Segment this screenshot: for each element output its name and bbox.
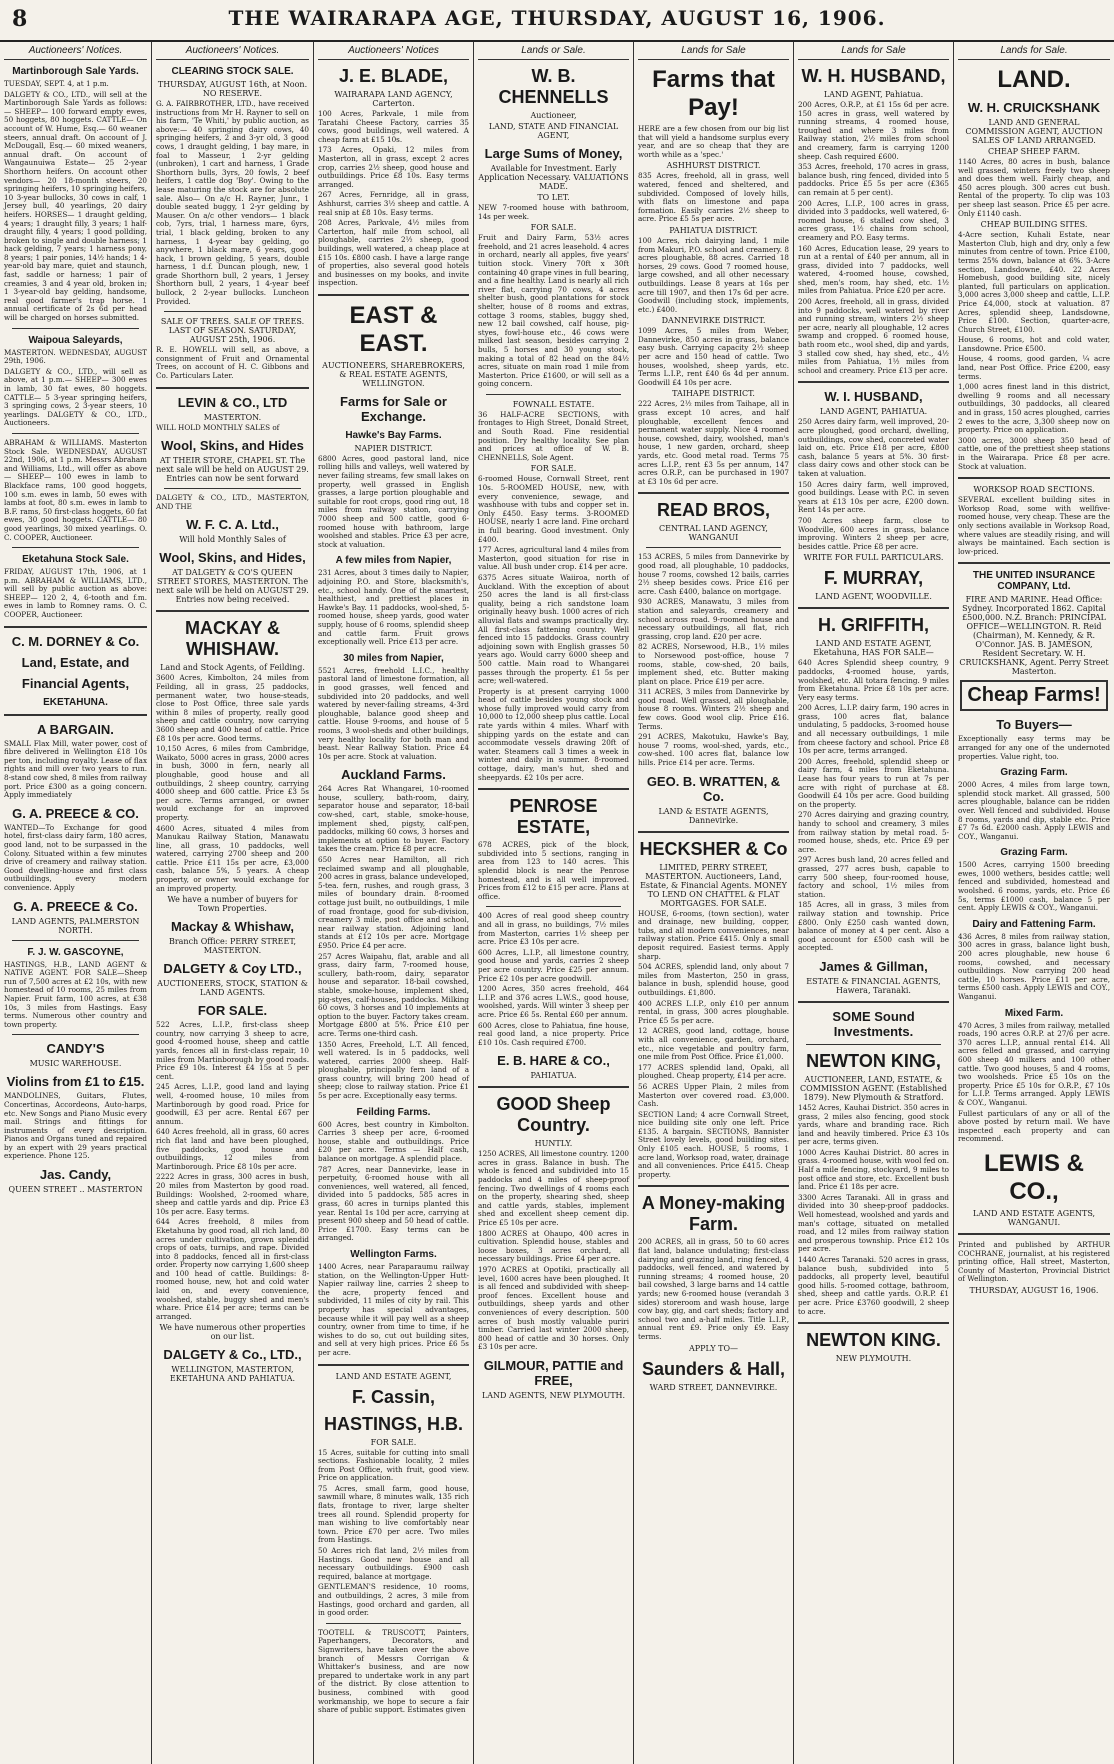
ad-heading: LAND. (997, 66, 1071, 93)
ad-heading: Violins from £1 to £15. (6, 1074, 145, 1090)
ad-heading: A BARGAIN. (37, 721, 114, 737)
masthead (0, 0, 1114, 42)
ad-heading: H. GRIFFITH, (818, 615, 929, 636)
ad-subheading: AUCTIONEERS, SHAREBROKERS, & REAL ESTATE AGENTS, WELLINGTON. (322, 360, 465, 388)
ad-body-text: TOOTELL & TRUSCOTT, Painters, Paperhangers, Decorators, and Signwriters, have taken over the above branch of Messrs Corrigan & Whittaker's business, and are now prepared to undertake work in any part of the district. By close attention to business, combined with good workmanship, we hope to secure a fair share of public support. Estimates given (318, 1627, 469, 1715)
ad-subheading: Auctioneer, (530, 111, 577, 120)
ad-heading: Saunders & Hall, (641, 1358, 786, 1379)
ad-subheading: WAIRARAPA LAND AGENCY, Carterton. (334, 90, 453, 108)
ad-heading: E. B. HARE & CO., (497, 1053, 610, 1069)
ad-heading: A few miles from Napier, (335, 555, 452, 567)
ad-body-text: 1500 Acres, carrying 1500 breeding ewes, 1000 wethers, besides cattle; well fenced and subdivided, homestead and woolshed. 6 rooms, yards, etc. Price £6 5s, terms £1000 cash, balance 5 per cent. Apply LEWIS & COY., Wanganui. (958, 860, 1110, 913)
ad-body-text: 245 Acres, L.I.P., good land and laying well, 4-roomed house, 10 miles from Martinborough by good road. Price for goodwill, £3 per acre. Rental £67 per annum. (156, 1082, 309, 1126)
section-divider (4, 714, 147, 716)
ad-heading: W. H. CRUICKSHANK (967, 100, 1101, 115)
column-header: Lands or Sale. (478, 42, 629, 60)
column-1 (0, 42, 152, 1764)
ad-body-text: 150 Acres dairy farm, well improved, good buildings. Lease with P.C. in seven years at £13 10s per acre, £200 down. Rent 14s per acre. (798, 479, 949, 515)
ad-body-text: GENTLEMAN'S residence, 10 rooms, and outbuildings, 2 acres, 3 mile from Hastings, good orchard and garden, all in good order. (318, 1582, 469, 1618)
ad-body-text: 400 Acres of real good sheep country and all in grass, no buildings, 7½ miles from Masterton, carries 1½ sheep per acre. Price £3 10s per acre. (478, 911, 629, 947)
ad-body-text: 208 Acres, Parkvale, 4½ miles from Carterton, half mile from school, all ploughable, carries 2½ sheep, good buildings, well watered, a cheap place at £15 10s. £800 cash. I have a large range of properties, also several good hotels and businesses on my books, and invite inspection. (318, 218, 469, 288)
divider (12, 940, 139, 941)
ad-body-text: 1140 Acres, 80 acres in bush, balance well grassed, winters freely two sheep and does them well. Fairly cheap, and 450 acres plough. 300 acres cut bush. Rental of the property. To clip was 103 per sheep last season. Price £5 per acre. Only £1140 cash. (958, 157, 1110, 218)
ad-heading: F. J. W. GASCOYNE, (27, 946, 124, 958)
ad-body-text: 600 Acres, best country in Kimbolton. Carries 3 sheep per acre, 6-roomed house, stable and outbuildings. Price £20 per acre. Terms — Half cash, balance on mortgage. A splendid place. (318, 1119, 469, 1164)
ad-subheading: AUCTIONEER, LAND, ESTATE, & COMMISSION AGENT. (Established 1879). New Plymouth & Stratford. (800, 1074, 947, 1102)
ad-body-text: 600 Acres, L.I.P., all limestone country, good house and yards, carries 2 sheep per acre country. Price £25 per annum. Price £2 10s per acre goodwill. (478, 947, 629, 983)
ad-heading: J. E. BLADE, (338, 66, 449, 86)
section-divider (638, 492, 789, 494)
section-divider (798, 381, 949, 383)
ad-body-text: MANDOLINES, Guitars, Flutes, Concertinas, Accordeons, Auto-harps, etc. New Songs and Piano Music every mail. Strings and fittings for instruments of every description. Pianos and Organs tuned and repaired by an expert with 29 years practical experience. Phone 125. (4, 1091, 147, 1161)
ad-body-text: 50 Acres rich flat land, 2½ miles from Hastings. Good new house and all necessary outbuildings. £900 cash required, balance at mortgage. (318, 1546, 469, 1581)
divider (12, 433, 139, 434)
ad-heading: Martinborough Sale Yards. (12, 66, 139, 77)
column-2 (152, 42, 314, 1764)
ad-heading: PENROSE ESTATE, (509, 796, 598, 838)
ad-heading: James & Gillman, (819, 958, 928, 974)
ad-heading: W. I. HUSBAND, (824, 389, 923, 405)
ad-body-text: 250 Acres dairy farm, well improved, 20-acre ploughed, good orchard, dwelling, outbuildings, cow shed, concreted water laid on, etc. Price £18 per acre, £800 cash, balance 5 years at 5%. 30 first-class dairy cows and other stock can be taken at valuation. (798, 417, 949, 478)
ad-subheading: THURSDAY, AUGUST 16th, at Noon. NO RESERVE. (157, 80, 308, 98)
ad-body-text: 1400 Acres, near Paraparaumu railway station, on the Wellington-Upper Hutt-Napier railway line, carries 2 sheep to the acre, property fenced and subdivided, 11 miles of city by rail. This property has special advantages, because while it will pay well as a sheep country, owner from time to time, if he wishes to do so, cut out building sites, and sell at very high prices. Price £6 5s per acre. (318, 1261, 469, 1357)
ad-body-text: 100 Acres, rich dairying land, 1 mile from Makuri, P.O. school and creamery. 8 acres ploughable, 88 acres. Carried 18 horses, 29 cows. Good 7 roomed house, large cowshed, and all other necessary outbuildings. Lease 8 years at 16s per acre till 1907, and then 17s 6d per acre. Goodwill (including stock, implements, etc.) £400. (638, 235, 789, 314)
ad-body-text: 1250 ACRES, All limestone country. 1200 acres in grass. Balance in bush. The whole is fenced and subdivided into 15 paddocks and 4 miles of sheep-proof fencing. Two dwellings of 4 rooms each on the property, shearing shed, sheep and cattle yards, stables, implement shed and excellent sheep cement dip. Price £5 10s per acre. (478, 1149, 629, 1228)
ad-heading: EAST & EAST. (349, 301, 438, 357)
ad-subheading: HUNTLY. (534, 1139, 573, 1149)
ad-body-text: 1,000 acres finest land in this district, dwelling 9 rooms and all necessary outbuildings, 30 paddocks, all cleared and in grass, 150 acres ploughed, carries 2 ewes to the acre, 3,300 sheep now on property. Price on application. (958, 382, 1110, 435)
ad-subheading: WELLINGTON, MASTERTON, EKETAHUNA AND PAHIATUA. (169, 1365, 296, 1384)
ad-subheading: NAPIER DISTRICT. (354, 443, 433, 453)
ad-heading: FOR SALE. (197, 1003, 268, 1019)
divider (326, 1623, 461, 1624)
ad-heading: Hawke's Bay Farms. (345, 429, 442, 441)
column-5 (634, 42, 794, 1764)
divider (164, 311, 301, 312)
ad-subheading: QUEEN STREET .. MASTERTON (8, 1185, 143, 1195)
ad-body-text: FRIDAY, AUGUST 17th, 1906, at 1 p.m. ABRAHAM & WILLIAMS, LTD., will sell by public auction as above: SHEEP— 120 2, 4, 6-tooth and f.m. ewes in lamb to Romney rams. O. C. COOPER, Auctioneer. (4, 567, 147, 620)
ad-body-text: 153 ACRES, 5 miles from Dannevirke by good road, all ploughable, 10 paddocks, house 7 rooms, cowshed 12 bails, carries 2½ sheep besides cows. Price £16 per acre. Cash £400, balance on mortgage. (638, 552, 789, 596)
ad-body-text: 291 ACRES, Makotuku, Hawke's Bay, house 7 rooms, wool-shed, yards, etc., cow-shed. 100 acres flat, balance low hills. Price £14 per acre. Terms. (638, 732, 789, 768)
ad-body-text: 1000 Acres Kauhai District. 80 acres in grass. 4-roomed house, with wool fed on. Half a mile fencing, stockyard, 9 miles to post office and store, etc. Excellent bush land. Price £1 18s per acre. (798, 1147, 949, 1192)
cheap-farms-banner: Cheap Farms! (960, 680, 1108, 711)
ad-subheading: LAND AND GENERAL COMMISSION AGENT, AUCTION SALES OF LAND ARRANGED. (965, 118, 1103, 145)
ad-body-text: SMALL Flax Mill, water power, cost of fibre delivered in Wellington £18 10s per ton, including royalty. Lease of flax rights and mill over two years to run. 8-stand cow shed, 8 miles from railway port. Price £300 as a going concern. Apply immediately (4, 738, 147, 800)
ad-heading: EKETAHUNA. (43, 696, 108, 708)
ad-body-text: 100 Acres, Parkvale, 1 mile from Taratahi Cheese Factory, carries 35 cows, good buildings, well watered. A cheap farm at £15 10s. (318, 109, 469, 144)
section-divider (958, 1233, 1110, 1235)
ad-body-text: 4600 Acres, situated 4 miles from Manukau Railway Station, Manawatu line, all grass, 10 paddocks, well watered, carrying 2700 sheep and 200 cattle. Price £11 15s per acre, £3,000 cash, balance 5%, 5 years. A cheap property, or owner would exchange for an improved property. (156, 823, 309, 893)
ad-heading: Eketahuna Stock Sale. (22, 554, 129, 566)
ad-body-text: 1440 Acres Taranaki. 520 acres in grass, balance bush, subdivided into 5 paddocks, all property level, beautiful good hills. 5-roomed cottage, bathroom, shed, sheep and cattle yards. O.R.P. £1 per acre. Price £3760 goodwill, 2 sheep to acre. (798, 1255, 949, 1316)
ad-body-text: 644 Acres freehold, 8 miles from Eketahuna by good road, all rich land, 80 acres under cultivation, grown splendid crops of oats, turnips, and rape. Divided into 8 paddocks, fenced all in first-class order. Property now carrying 1,600 sheep and 100 head of cattle. Buildings: 8-roomed house, new, hot and cold water laid on, and every convenience, woolshed, stable, buggy shed and men's whare. Price £14 per acre; terms can be arranged. (156, 1217, 309, 1321)
ad-heading: G. A. PREECE & CO. (12, 805, 139, 821)
ad-body-text: 36 HALF-ACRE SECTIONS, with frontages to High Street, Donald Street, and South Road. Fine residential position. Dry healthy locality. See plan and prices at office of W. B. CHENNELLS, Sole Agent. (478, 409, 629, 462)
divider (486, 906, 621, 907)
ad-body-text: 5521 Acres, freehold L.I.C., healthy pastoral land of limestone formation, all in good grasses, well fenced and subdivided into 20 paddocks, and well watered by never-failing streams, 4-3rd ploughable, balance good sheep and cattle. House 9-rooms, and house of 5 rooms, 3 wool-sheds and other buildings, very healthy locality for both man and beast. Near Rallway Station. Price £4 10s per acre. Stock at valuation. (318, 665, 469, 761)
divider (12, 1034, 139, 1035)
ad-heading: Waipoua Saleyards, (28, 334, 123, 346)
ad-subheading: FOR SALE. (370, 1437, 417, 1447)
ad-subheading: AUCTIONEERS, STOCK, STATION & LAND AGENTS. (157, 979, 308, 998)
ad-subheading: LAND AND ESTATE AGENT, (335, 1371, 452, 1381)
ad-heading: G. A. PREECE & Co. (13, 898, 138, 914)
ad-body-text: 1350 Acres, Freehold, L.T. All fenced, well watered. Is in 5 paddocks, well watered, carries 2000 sheep. Half-ploughable, principally fern land of a grass country, will bring 200 head of sheep; close to railway station. Price £1 5s per acre. Exceptionally easy terms. (318, 1039, 469, 1101)
ad-body-text: 3600 Acres, Kimbolton, 24 miles from Feilding, all in grass, 25 paddocks, permanent water, two house-steads, close to Post Office, three sale yards within 8 miles of property, really good sheep and cattle country, now carrying 3600 sheep and 400 head of cattle. Price £8 10s per acre. Good terms. (156, 673, 309, 743)
ad-subheading: CHEAP BUILDING SITES. (980, 220, 1088, 230)
ad-body-text: House, 4 rooms, good garden, ¼ acre land, near Post Office. Price £200, easy terms. (958, 354, 1110, 381)
ad-body-text: 640 Acres Splendid sheep country, 9 paddocks, 4-roomed house, yards, woolshed, etc. All totara fencing. 9 miles from Eketahuna. Price £8 10s per acre. Very easy terms. (798, 658, 949, 702)
ad-subheading: We have a number of buyers for Town Properties. (167, 895, 298, 914)
ad-heading: CANDY'S (46, 1041, 105, 1057)
ad-body-text: WILL HOLD MONTHLY SALES of (156, 422, 280, 432)
ad-body-text: 4-Acre section, Kuhali Estate, near Masterton Club, high and dry, only a few minutes from centre of town. Price £100, terms 25% down, balance at 6%. 3-Acre section, Landsdowne, £40. 22 Acres Homebush, good building site, nicely planted, full particulars on application. 3,000 acres 3,000 sheep and cattle, L.I.P. Price £4,000, stock at valuation. 87 Acres, splendid sheep, Landsdowne, Price £100. Section, quarter-acre, Church Street, £100. (958, 230, 1110, 334)
ad-heading: MACKAY & WHISHAW. (184, 618, 281, 660)
column-header: Auctioneers' Notices. (4, 42, 147, 60)
section-divider (318, 294, 469, 296)
divider (12, 328, 139, 329)
ad-body-text: 678 ACRES, pick of the block, subdivided into 5 sections, ranging in area from 123 to 140 acres. This splendid block is near the Penrose homestead, and is all well improved. Prices from £12 to £15 per acre. Plans at office. (478, 840, 629, 901)
ad-body-text: 177 Acres, agricultural land 4 miles from Masterton, good situation for rise in value. All bush under crop. £14 per acre. (478, 545, 629, 572)
ad-body-text: House, 6 rooms, hot and cold water, Lansdowne. Price £500. (958, 335, 1110, 353)
ad-subheading: LAND AGENTS, PALMERSTON NORTH. (11, 916, 140, 935)
ad-body-text: 160 Acres, Education lease, 29 years to run at a rental of £40 per annum, all in grass, divided into 7 paddocks, well watered, 4-roomed house, cowshed, shed, men's room, hay shed, etc. 1½ miles from Pahiatua. Price £20 per acre. (798, 243, 949, 296)
divider (164, 488, 301, 489)
ad-body-text: 650 Acres near Hamilton, all rich reclaimed swamp and all ploughable, 200 acres in grass, balance undeveloped, 5-tea. fern, rushes, and rough grass, 3 miles of boundary drain. 8-roomed cottage just built, no outbuildings, 1 mile of road frontage, good for sub-division, creamery 3 mile, post office and school, near railway station. Adjoining land stands at £12 10s per acre. Mortgage £950. Price £4 per acre. (318, 855, 469, 950)
ad-heading: LEVIN & CO., LTD (177, 394, 288, 410)
ad-subheading: LAND AGENT, Pahiatua. (823, 90, 924, 99)
ad-body-text: 267 Acres, Fernridge, all in grass, Ashhurst, carries 3½ sheep and cattle. A real snip at £8 10s. Easy terms. (318, 190, 469, 217)
ad-subheading: WARD STREET, DANNEVIRKE. (649, 1382, 778, 1392)
ad-body-text: 787 Acres, near Dannevirke, lease in perpetuity, 6-roomed house with all conveniences, well watered, all fenced, divided into 5 paddocks, 585 acres in grass, 60 acres in turnips planted this year. Rental 1s 10d per acre, carrying at present 900 sheep and 50 head of cattle. Price £1700. Easy terms can be arranged. (318, 1164, 469, 1243)
ad-body-text: HASTINGS, H.B., LAND AGENT & NATIVE AGENT. FOR SALE—Sheep run of 7,500 acres at £2 10s, with new homestead of 10 rooms, 25 miles from Napier. Fruit farm, 100 acres, at £38 10s, 3 miles from Hastings. Easy terms. Numerous other country and town property. (4, 959, 147, 1029)
ad-body-text: ABRAHAM & WILLIAMS. Masterton Stock Sale. WEDNESDAY, AUGUST 22nd, 1906, at 1 p.m. Messrs Abraham and Williams, Ltd., will offer as above— SHEEP— 100 ewes in lamb to Blackface rams, 100 good hoggets, 100 s.m. ewes in lamb, 50 ewes with lambs at foot, 80 s.m. ewes in lamb to B.F. rams, 50 first-class hoggets, 60 fat ewes, 30 good hoggets. CATTLE— 80 good yearlings, 30 mixed yearlings. O. C. COOPER, Auctioneer. (4, 437, 147, 542)
ad-body-text: 1200 Acres, 350 acres freehold, 464 L.I.P. and 376 acres L.W.S., good house, woolshed, yards. Will winter 3 sheep per acre. Price £6 5s. Rental £60 per annum. (478, 984, 629, 1019)
ad-subheading: CENTRAL LAND AGENCY, WANGANUI (659, 524, 768, 543)
ad-body-text: Printed and published by ARTHUR COCHRANE, journalist, at his registered printing office, Hall street, Masterton, County of Masterton, Provincial District of Wellington. (958, 1239, 1110, 1284)
ad-body-text: 173 Acres, Opaki, 12 miles from Masterton, all in grass, except 2 acres crop, carries 2½ sheep, good house and outbuildings. Price £8 10s. Easy terms arranged. (318, 145, 469, 189)
ad-heading: Wellington Farms. (350, 1248, 437, 1260)
ad-heading: DALGETY & Co., LTD., (163, 1347, 302, 1363)
ad-subheading: FOR SALE. (530, 223, 577, 233)
section-divider (478, 1086, 629, 1088)
column-header: Auctioneers' Notices (318, 42, 469, 60)
ad-heading: Wool, Skins, and Hides, (159, 550, 306, 566)
column-4 (474, 42, 634, 1764)
ad-heading: Farms for Sale or Exchange. (340, 393, 447, 424)
ad-subheading: SALE OF TREES. SALE OF TREES. LAST OF SEASON. SATURDAY, AUGUST 25th, 1906. (160, 317, 305, 345)
ad-body-text: Exceptionally easy terms may be arranged for any one of the undernoted properties. Value right, too. (958, 734, 1110, 761)
column-7 (954, 42, 1114, 1764)
ad-body-text: 257 Acres Waipahu, flat, arable and all grass, dairy farm, 7-roomed house, scullery, bath-room, dairy, separator house and separator. 18-bail cowshed, stable, smoke-house, implement shed, pig-styes, calf-houses, paddocks. Milking 60 cows, 3 horses and 10 implements at option to the buyer. Factory takes cream. Mortgage £800 at 5%. Price £10 per acre. Terms one-third cash. (318, 951, 469, 1038)
ad-heading: Dairy and Fattening Farm. (972, 918, 1096, 930)
ad-body-text: Fullest particulars of any or all of the above posted by return mail. We have inspected each property and can recommend. (958, 1108, 1110, 1144)
ad-body-text: 82 ACRES, Norsewood, H.B., 1½ miles to Norsewood post-office, house 7 rooms, stable, cow-shed, 20 bails, implement shed, etc. Butter making plant on place. Price £19 per acre. (638, 642, 789, 686)
ad-body-text: 3300 Acres Taranaki. All in grass and divided into 30 sheep-proof paddocks. Well homestead, woolshed and yards and man's cottage, situated on metalled road, and 12 miles from railway station and prosperous township. Price £12 10s per acre. (798, 1192, 949, 1254)
ad-subheading: Available for Investment. Early Application Necessary. VALUATIONS MADE. (478, 164, 629, 191)
column-header: Auctioneers' Notices. (156, 42, 309, 60)
ad-body-text: 200 Acres, freehold, splendid sheep or dairy farm, 4 miles from Eketahuna. Lease has four years to run at 7s per acre with right of purchase at £8. Goodwill £4 10s per acre. Good building on the property. (798, 756, 949, 809)
ad-body-text: 3000 acres, 3000 sheep 350 head of cattle, one of the prettiest sheep stations in the Wairarapa. Price £8 per acre. Stock at valuation. (958, 435, 1110, 471)
ad-body-text: 2000 Acres, 4 miles from large town, splendid stock market. All grassed, 500 acres ploughable, balance can be ridden over. Well fenced and subdivided. House 8 rooms, yards and dip, stable etc. Price £7 7s 6d. £2000 cash. Apply LEWIS and COY., Wanganui. (958, 780, 1110, 841)
ad-subheading: APPLY TO— (688, 1343, 739, 1353)
ad-body-text: 12 ACRES, good land, cottage, house with all convenience, garden, orchard, etc., nice vegetable and poultry farm, one mile from Post Office. Price £1,000. (638, 1026, 789, 1062)
page-number: 8 (12, 6, 28, 32)
ad-body-text: TUESDAY, SEPT. 4, at 1 p.m. (4, 79, 109, 88)
ad-subheading: WORKSOP ROAD SECTIONS. (973, 485, 1095, 495)
ad-heading: C. M. DORNEY & Co. (11, 633, 140, 649)
ad-subheading: FOWNALL ESTATE. (512, 399, 595, 409)
ad-body-text: 200 Acres, freehold, all in grass, divided into 9 paddocks, well watered by river and running stream, winters 2½ sheep per acre, nearly all ploughable, 12 acres swamp and cropped. 6 roomed house, bath room etc., wool shed, dip and yards, 3 stalled cow shed, hay shed, etc., 4½ miles from Pahiatua, 1½ miles from school and creamery. Price £13 per acre. (798, 297, 949, 375)
ad-body-text: 504 ACRES, splendid land, only about 7 miles from Masterton, 250 in grass, balance in bush, splendid house, good outbuildings. £1,800. (638, 962, 789, 997)
ad-body-text: 640 Acres freehold, all in grass, 60 acres rich flat land and have been ploughed, five paddocks, good house and outbuildings, 12 miles from Martinborough. Price £8 10s per acre. (156, 1127, 309, 1171)
ad-subheading: NEW PLYMOUTH. (835, 1354, 912, 1364)
section-divider (156, 387, 309, 389)
ad-heading: Feilding Farms. (356, 1106, 431, 1118)
ad-heading: Jas. Candy, (39, 1167, 112, 1183)
section-divider (4, 626, 147, 628)
ad-body-text: 264 Acres Rat Whangarei, 10-roomed house, scullery, bath-room, dairy, separator house and separator, 18-bail cow-shed, cart, stable, smoke-house, implement shed, pigsty, calf-pen, paddocks, milking 60 cows, 3 horses and implements at option to buyer. Factory takes the cream. Price £8 per acre. (318, 784, 469, 854)
ad-subheading: MUSIC WAREHOUSE. (29, 1059, 122, 1069)
divider (646, 547, 781, 548)
ad-body-text: 177 ACRES splendid land, Opaki, all ploughed. Cheap property, £14 per acre. (638, 1062, 789, 1081)
ad-body-text: 470 Acres, 3 miles from railway, metalled roads, 190 acres O.R.P. at 27/6 per acre. 370 acres L.I.P., annual rental £14. All acres felled and grassed, and carrying 600 sheep 40 milkers and 100 other cattle. Two good houses, 5 and 4 rooms, two woolsheds. Price £5 10s on the property. Price £5 10s for O.R.P., £7 10s for L.I.P. Terms arranged. Apply LEWIS & COY., Wanganui. (958, 1020, 1110, 1107)
ad-body-text: SECTION Land; 4 acre Cornwall Street, nice building site only one left. Price £135. A bargain. SECTIONS, Bannister Street lovely levels, good building sites. Only £105 each. HOUSE, 5 rooms, 1 acre land, Worksop road, water, drainage and all conveniences. Price £415. Cheap property. (638, 1109, 789, 1179)
ad-body-text: 400 ACRES L.I.P., only £10 per annum rental, in grass, 300 acres ploughable. Price £5 5s per acre. (638, 998, 789, 1025)
ad-heading: A Money-making Farm. (641, 1193, 786, 1235)
section-divider (798, 1322, 949, 1324)
ad-subheading: We have numerous other properties on our list. (159, 1323, 306, 1342)
ad-heading: W. F. C. A. Ltd., (186, 517, 279, 533)
section-divider (156, 610, 309, 612)
ad-heading: Auckland Farms. (341, 767, 446, 783)
ad-body-text: 930 ACRES, Manawatu, 3 miles from station and saleyards, creamery and school across road. 9-roomed house and necessary outbuildings, all flat, rich grassing, crop land. £20 per acre. (638, 597, 789, 641)
ad-heading: Mackay & Whishaw, (170, 919, 295, 935)
ad-subheading: PAHIATUA. (530, 1071, 577, 1081)
ad-body-text: 10,150 Acres, 6 miles from Cambridge, Waikato, 5000 acres in grass, 2000 acres in bush, 3000 in fern, nearly all ploughable, good house and all outbuildings, 2 sheep country, carrying 4000 sheep and 600 cattle. Price £3 5s per acre. Terms arranged, or owner would exchange for an improved property. (156, 744, 309, 822)
ad-heading: SOME Sound Investments. (832, 1008, 915, 1039)
column-6 (794, 42, 954, 1764)
ad-heading: To Buyers— (996, 717, 1072, 733)
ad-body-text: 200 Acres, L.I.P. dairy farm, 190 acres in grass, 100 acres flat, balance undulating, 5 paddocks, 3-roomed house and all necessary outbuildings, 1 mile from cheese factory and school. Price £8 10s per acre, terms arranged. (798, 703, 949, 756)
ad-body-text: Property is at present carrying 1000 head of cattle besides young stock and whose fully improved would carry from 10,000 to 12,000 sheep plus cattle. Local rate yards within 4 miles. Wharf with shipping yards on the estate and can accommodate vessels drawing 20ft of water. Steamers call 3 times a week in winter and daily in summer. 8-roomed cottage, dairy, man's hut, shed and sheepyards. £2 10s per acre. (478, 686, 629, 782)
ad-body-text: 6800 Acres, good pastoral land, nice rolling hills and valleys, well watered by never failing streams, few small lakes on property, well grassed in English grasses, a large portion ploughable and suitable for root crops, good ring out, 18 miles from railway station, carrying 7000 sheep and 500 cattle, good 6-roomed house with bathroom, large woolshed and stables. Price £3 per acre, stock at valuation. (318, 453, 469, 549)
ad-body-text: 1099 Acres, 5 miles from Weber, Dannevirke, 850 acres in grass, balance easy bush. Carrying capacity 2½ sheep per acre and 150 head of cattle. Two houses, woolshed, sheep yards, etc. Terms L.I.P., rent £40 6s 4d per annum. Goodwill £4 10s per acre. (638, 326, 789, 387)
ad-subheading: LAND AGENT, WOODVILLE. (815, 592, 932, 602)
section-divider (318, 1364, 469, 1366)
ad-body-text: 835 Acres, freehold, all in grass, well watered, fenced and sheltered, and subdivided. Composed of lovely hills, with flats on limestone and papa formation. Easily carries 2½ sheep to acre. Price £5 5s per acre. (638, 171, 789, 224)
ad-heading: Grazing Farm. (1000, 767, 1068, 779)
section-divider (958, 562, 1110, 564)
ad-heading: NEWTON KING. (806, 1330, 941, 1351)
section-divider (798, 1001, 949, 1003)
ad-body-text: 222 Acres, 2½ miles from Taihape, all in grass except 10 acres, and half ploughable, excellent fences and permanent water supply. Nice 4 roomed house, cowshed, dairy, woolshed, man's house, 1 new garden, orchard, sheep yards, etc. Good metal road. Terms 75 acres L.I.P., rent £3 5s per annum, 147 acres O.R.P., can be purchased in 1907 at £3 10s 6d per acre. (638, 399, 789, 486)
ad-body-text: 200 Acres, L.I.P., 100 acres in grass, divided into 3 paddocks, well watered, 6-roomed house, 6 stalled cow shed, 3 acres grass, 1½ chains from school, creamery and P.O. Easy terms. (798, 198, 949, 242)
ad-subheading: WRITE FOR FULL PARTICULARS. (803, 553, 944, 563)
ad-heading: Financial Agents, (21, 675, 130, 691)
ad-subheading: TAIHAPE DISTRICT. (672, 389, 755, 399)
ad-heading: Grazing Farm. (1000, 847, 1068, 859)
section-divider (798, 607, 949, 609)
ad-heading: CLEARING STOCK SALE. (171, 66, 294, 77)
ad-body-text: 200 Acres, O.R.P., at £1 15s 6d per acre. 150 acres in grass, well watered by running streams, 4 roomed house, troughed and where 3 miles from Railway station, 2½ miles from school and creamery, farm is carrying 1200 sheep. Cash required £600. (798, 100, 949, 161)
ad-body-text: 353 Acres, freehold, 170 acres in grass, balance bush, ring fenced, divided into 5 paddocks. Price £5 5s per acre (£365 can remain at 5 per cent). (798, 162, 949, 197)
ad-subheading: LAND & ESTATE AGENTS, Dannevirke. (658, 806, 769, 825)
ad-subheading: PAHIATUA DISTRICT. (669, 225, 758, 235)
ad-heading: NEWTON KING, (806, 1050, 941, 1071)
ad-subheading: LIMITED, PERRY STREET, MASTERTON. Auctioneers, Land, Estate, & Financial Agents. MONEY TO LEND ON CHATTEL & FLAT MORTGAGES. FOR SALE. (640, 862, 787, 908)
ad-heading: W. H. HUSBAND, (801, 66, 946, 86)
ad-body-text: HOUSE, 6-rooms, (town section), water and drainage, new building, copper, tubs, and all modern conveniences, near railway station. Price £415. Only a small deposit required. Easiest terms. Apply sharp. (638, 908, 789, 961)
section-divider (638, 1185, 789, 1187)
ad-body-text: 15 Acres, suitable for cutting into small sections. Fashionable locality, 2 miles from Post Office, with fruit, good view. Price on application. (318, 1447, 469, 1483)
ad-body-text: HERE are a few chosen from our big list that will yield a handsome surplus every year, and are so cheap that they are worth while as a 'spec.' (638, 124, 789, 159)
ad-subheading: Will hold Monthly Sales of (179, 535, 286, 545)
ad-body-text: 270 Acres dairying and grazing country, handy to school and creamery, 3 miles from railway station by metal road. 5-roomed house, sheds, etc. Price £9 per acre. (798, 810, 949, 854)
section-divider (958, 477, 1110, 479)
ad-body-text: DALGETY & CO., LTD., MASTERTON, AND THE (156, 493, 309, 511)
ad-body-text: 1970 ACRES at Opotiki, practically all level, 1600 acres have been ploughed. It is all fenced and subdivided with sheep-proof fences. Excellent house and outbuildings, sheep yards and other conveniences of every description. 500 acres of bush mostly valuable puriri timber. Carried last winter 2000 sheep, 800 head of cattle and 30 horses. Only £3 10s per acre. (478, 1265, 629, 1352)
ad-body-text: 185 Acres, all in grass, 3 miles from railway station and township. Price £800. Only £250 cash wanted down, balance of money at 4 per cent. Also a good account for £500 cash will be accepted. (798, 900, 949, 953)
ad-heading: Wool, Skins, and Hides (161, 438, 304, 454)
ad-heading: GOOD Sheep Country. (496, 1094, 611, 1136)
ad-body-text: SEVERAL excellent building sites in Worksop Road, some with wellfive-roomed house, very cheap. These are the only sections available in Worksop Road, where values are steadily rising, and will always be maintained. Each section is low-priced. (958, 495, 1110, 556)
ad-heading: Large Sums of Money, (484, 146, 623, 161)
ad-subheading: TO LET. (537, 193, 570, 202)
ad-body-text: Fruit and Dairy Farm, 53½ acres freehold, and 21 acres leasehold. 4 acres in orchard, nearly all apples, five years' tuition stock. Vinery 70ft x 30ft containing 40 grape vines in full bearing, and a fine healthy. Land is nearly all rich river flat, carrying 70 cows, 4 acres shelter bush, good plantations for stock shelter, house of 8 rooms and extras, cottage 3 rooms, stables, buggy shed, new 12 bail cowshed, calf house, pig-styes, fowl-house etc., 46 cows were milked last season, besides carrying 2 bulls, 5 horses and 30 young stock, making a total of 82 head on the 84½ acres, situate on main road 1 mile from Masterton. Price £1600, or will sell as a going concern. (478, 233, 629, 389)
newspaper-title: THE WAIRARAPA AGE, THURSDAY, AUGUST 16, 1906. (228, 6, 886, 30)
ad-body-text: DALGETY & CO., LTD., will sell as above, at 1 p.m.— SHEEP— 300 ewes in lamb, 30 fat ewes, 80 hoggets. CATTLE— 5 3-year springing heifers, 3 springing cows, 2 3-year steers, 10 yearlings. DALGETY & CO., LTD., Auctioneers. (4, 366, 147, 428)
ad-heading: Mixed Farm. (1004, 1007, 1064, 1019)
ad-body-text: 700 Acres sheep farm, close to Woodville, 600 acres in grass, balance improving. Winters 2 sheep per acre, besides cattle. Price £8 per acre. (798, 515, 949, 551)
ad-body-text: NEW 7-roomed house with bathroom, 14s per week. (478, 203, 629, 221)
ad-body-text: G. A. FAIRBROTHER, LTD., have received instructions from Mr H. Rayner to sell on his farm, 'Te Whiti,' by public auction, as above:— 40 springing dairy cows, 40 springing heifers, 2 and 3-yr old, 3 good cows, 1 draught gelding, 1 bay mare, in foal to Masseur, 1 2-yr gelding (unbroken), 1 cart and harness, 1 Grade Shorthorn bulls, 3yrs, 20 fowls, 2 beef heifers, 1 cattle dog 'Boy'. Owing to the lease maturing the stock are for absolute sale. Also— On a/c H. Rayner, Junr., 1 double seated buggy, 1 2-yr gelding by Mauser. On a/c other vendors— 1 black cob, 7yrs, trial, 1 harness mare, 6yrs, trial, 1 black gelding, broken to any harness, 1 4-year bay gelding, go anywhere, 1 black mare, 6 years, good hack, 1 brown gelding, 5 years, double harness, 1 d.f. Duncan plough, new, 1 grade Shorthorn bull, 2 years, 1 Jersey Shorthorn bull, 2 years, 1 4-year beef bullock, 2 2-year bullocks. Luncheon Provided. (156, 99, 309, 306)
divider (12, 547, 139, 548)
ad-body-text: 75 Acres, small farm, good house, sawmill whare, 8 minutes walk, 135 rich flats, frontage to river, large shelter trees all round. Splendid property for man wishing to live comfortably near town. Price £70 per acre. Two miles from Hastings. (318, 1483, 469, 1545)
ad-heading: 30 miles from Napier, (343, 652, 444, 664)
ad-subheading: Land and Stock Agents, of Feilding. (160, 663, 305, 673)
column-header: Lands for Sale (798, 42, 949, 60)
divider (486, 394, 621, 395)
ad-subheading: ASHHURST DISTRICT. (666, 161, 761, 171)
ad-heading: W. B. CHENNELLS (498, 66, 609, 107)
ad-body-text: 436 Acres, 8 miles from railway station, 300 acres in grass, balance light bush, 200 acres ploughable, new house 6 rooms, cowshed, and necessary outbuildings. Now carrying 200 head cattle, 10 horses. Price £11 per acre, terms £500 cash. Apply LEWIS and COY., Wanganui. (958, 931, 1110, 1001)
ad-heading: LEWIS & CO., (984, 1149, 1084, 1205)
ad-subheading: LAND AND ESTATE AGENTS, WANGANUI. (972, 1208, 1096, 1227)
ad-body-text: 311 ACRES, 3 miles from Dannevirke by good road. Well grassed, all ploughable, house 8 rooms. Winters 2½ sheep and few cows. Good wool clip. Price £16. Terms. (638, 687, 789, 731)
ad-body-text: 2222 Acres in grass, 300 acres in bush, 20 miles from Masterton by good road. Buildings: Woolshed, 2-roomed whare, sheep and cattle yards and dip. Price £3 10s per acre. Easy terms. (156, 1172, 309, 1216)
ad-subheading: Branch Office: PERRY STREET, MASTERTON. (168, 937, 297, 956)
ad-body-text: 6-roomed House, Cornwall Street, rent 10s. 5-ROOMED HOUSE, new, with every convenience, sewage, and washhouse with tubs and copper set in. Only £450. Easy terms. 3-ROOMED HOUSE, nearly 1 acre land. Fine orchard in full bearing. Good investment. Only £400. (478, 474, 629, 544)
ad-body-text: DALGETY & CO., LTD., will sell at the Martinborough Sale Yards as follows:— SHEEP— 100 forward empty ewes, 50 hoggets, 80 hoggets. CATTLE— On account of W. Hume, Esq.— 60 weaner steers, annual draft. On account of J. McDougall, Esq.— 60 mixed weaners, annual draft. On account of Wangaunuiwa Estate— 25 2-year Shorthorn heifers. On account other vendors— 20 18-month steers, 20 springing heifers, 10 springing heifers, 10 3-year bullocks, 30 cows in calf, 1 Jersey bull, 40 yearlings, 20 dairy heifers. HORSES— 1 draught gelding, 4 years; 1 draught filly, 3 years; 1 half-draught filly, 4 years; 1 good pollding, broken to single and double harness; 1 hack gelding, 7 years; 1 harness pony, 8 years; 1 pair ponies, 14½ hands; 1 4-year-old bay mare, quiet and staunch, fast, saddle or harness; 1 pair of creamies, 3 and 4 year old, broken in; 1 3-year-old bay gelding, handsome, real good farmer's trap horse. 1 annual certificate of 2s 6d per head will be charged on horses submitted. (4, 89, 147, 323)
ad-heading: HASTINGS, H.B. (323, 1413, 463, 1434)
ad-heading: GEO. B. WRATTEN, & Co. (646, 773, 781, 804)
ad-subheading: CHEAP SHEEP FARM. (987, 147, 1081, 156)
divider (806, 1044, 941, 1045)
ad-subheading: FIRE AND MARINE. Head Office: Sydney. Incorporated 1862. Capital £500,000. N.Z. Branch: PRINCIPAL OFFICE—WELLINGTON. R. Reid (Chairman), M. Kennedy, & R. O'Connor. JAS. B. JAMESON, Resident Secretary. W. H. CRUICKSHANK, Agent. Perry Street Masterton. (959, 595, 1109, 677)
columns-container (0, 42, 1114, 1764)
ad-body-text: MASTERTON. WEDNESDAY, AUGUST 29th, 1906. (4, 347, 147, 366)
ad-heading: F. Cassin, (351, 1386, 436, 1407)
ad-heading: READ BROS, (656, 500, 770, 521)
column-header: Lands for Sale. (958, 42, 1110, 60)
ad-body-text: R. E. HOWELL will sell, as above, a consignment of Fruit and Ornamental Trees, on account of H. C. Gibbons and Co. Particulars Later. (156, 345, 309, 381)
ad-heading: Farms that Pay! (652, 66, 775, 121)
ad-body-text: WANTED—To Exchange for good hotel, first-class dairy farm, 180 acres, good land, not to be surpassed in the Colony. Situated within a few minutes drive of creamery and railway station. Good dwelling-house and first class outbuildings, every modern convenience. Apply (4, 822, 147, 892)
section-divider (478, 788, 629, 790)
ad-heading: Land, Estate, and (21, 654, 130, 670)
ad-subheading: LAND AND ESTATE AGENT, Eketahuna, HAS FOR SALE— (813, 639, 934, 658)
column-header: Lands for Sale (638, 42, 789, 60)
ad-subheading: AT THEIR STORE, CHAPEL ST. The next sale will be held on AUGUST 29. Entries can now be sent forward (156, 456, 309, 484)
ad-body-text: 231 Acres, about 3 times daily to Napier, adjoining P.O. and Store, blacksmith's, etc., school handy. One of the smartest, healthiest, and prettiest places in Hawke's Bay. 11 paddocks, wool-shed, 5-roomed house, sheep yards, good water supply, house of 6 rooms, splendid sheep and cattle farm. Fruit grows exceptionally well. Price £13 per acre. (318, 568, 469, 647)
ad-subheading: AT DALGETY & CO'S QUEEN STREET STORES, MASTERTON. The next sale will be held on AUGUST 29. Entries now being received. (156, 568, 309, 605)
section-divider (638, 831, 789, 833)
ad-body-text: 522 Acres, L.I.P., first-class sheep country, now carrying 3 sheep to acre, good 4-roomed house, sheep and cattle yards, fences all in first-class repair, 10 miles from Martinborough by good roads. Price £9 10s. Interest £4 15s at 5 per cent. (156, 1020, 309, 1081)
ad-body-text: 6375 Acres situate Waiiroa, north of Auckland. With the exception of about 250 acres the land is all first-class quality, being a rich sandstone loam originally heavy bush. 1000 acres of rich alluvial flats and swamps practically dry. All first-class fattening country. Well fenced into 15 paddocks. Grass country adjoining sown with English grasses 50 years ago. Would carry 6000 sheep and 500 cattle. Main road to Whangarei passes through the property. £1 5s per acre; well-watered. (478, 572, 629, 686)
ad-body-text: 1452 Acres, Kauhai District. 350 acres in grass, 2 miles also fencing, good stock yards, whare and branding race. Rich land and heavily timbered. Price £3 10s per acre, terms given. (798, 1102, 949, 1147)
ad-heading: GILMOUR, PATTIE and FREE, (483, 1357, 624, 1388)
ad-heading: DALGETY & Coy LTD., (163, 961, 302, 977)
ad-subheading: LAND AGENTS, NEW PLYMOUTH. (481, 1390, 626, 1400)
ad-subheading: LAND AGENT, PAHIATUA. (819, 407, 928, 417)
ad-heading: THE UNITED INSURANCE COMPANY, Ltd. (972, 570, 1096, 593)
ad-subheading: THURSDAY, AUGUST 16, 1906. (969, 1285, 1099, 1295)
ad-heading: HECKSHER & Co (639, 838, 788, 859)
ad-subheading: ESTATE & FINANCIAL AGENTS, Hawera, Taranaki. (806, 976, 941, 995)
ad-body-text: 600 Acres, close to Pahiatua, fine house, real good land, a nice property. Price £10 10s. Cash required £700. (478, 1020, 629, 1047)
ad-body-text: 1800 ACRES at Ohaupo, 400 acres in cultivation. Splendid house, stables and loose boxes, 3 acres orchard, all necessary buildings. Price £4 per acre. (478, 1228, 629, 1264)
ad-subheading: LAND, STATE AND FINANCIAL AGENT, (488, 122, 619, 140)
ad-subheading: DANNEVIRKE DISTRICT. (661, 316, 766, 326)
ad-subheading: MASTERTON. (203, 412, 262, 422)
ad-body-text: 56 ACRES Upper Plain, 2 miles from Masterton over covered road. £3,000. Cash. (638, 1081, 789, 1109)
ad-body-text: 200 ACRES, all in grass, 50 to 60 acres flat land, balance undulating; first-class dairying and grazing land, ring fenced, 4 paddocks, well fenced, and watered by running streams; 4 roomed house, 20 bail cowshed, 3 large barns and 14 cattle yards; new 6-roomed house (verandah 3 sides) storeroom and wash house, large cow bay, gig, and cart sheds; factory and school two and a-half miles. Title L.I.P., annual rent £9. Price only £9. Easy terms. (638, 1237, 789, 1341)
column-3 (314, 42, 474, 1764)
ad-heading: F. MURRAY, (823, 568, 924, 589)
ad-body-text: 297 Acres bush land, 20 acres felled and grassed, 277 acres bush, capable to carry 500 sheep, four-roomed house, factory and school, 1½ miles from station. (798, 855, 949, 899)
ad-subheading: FOR SALE. (530, 464, 577, 474)
